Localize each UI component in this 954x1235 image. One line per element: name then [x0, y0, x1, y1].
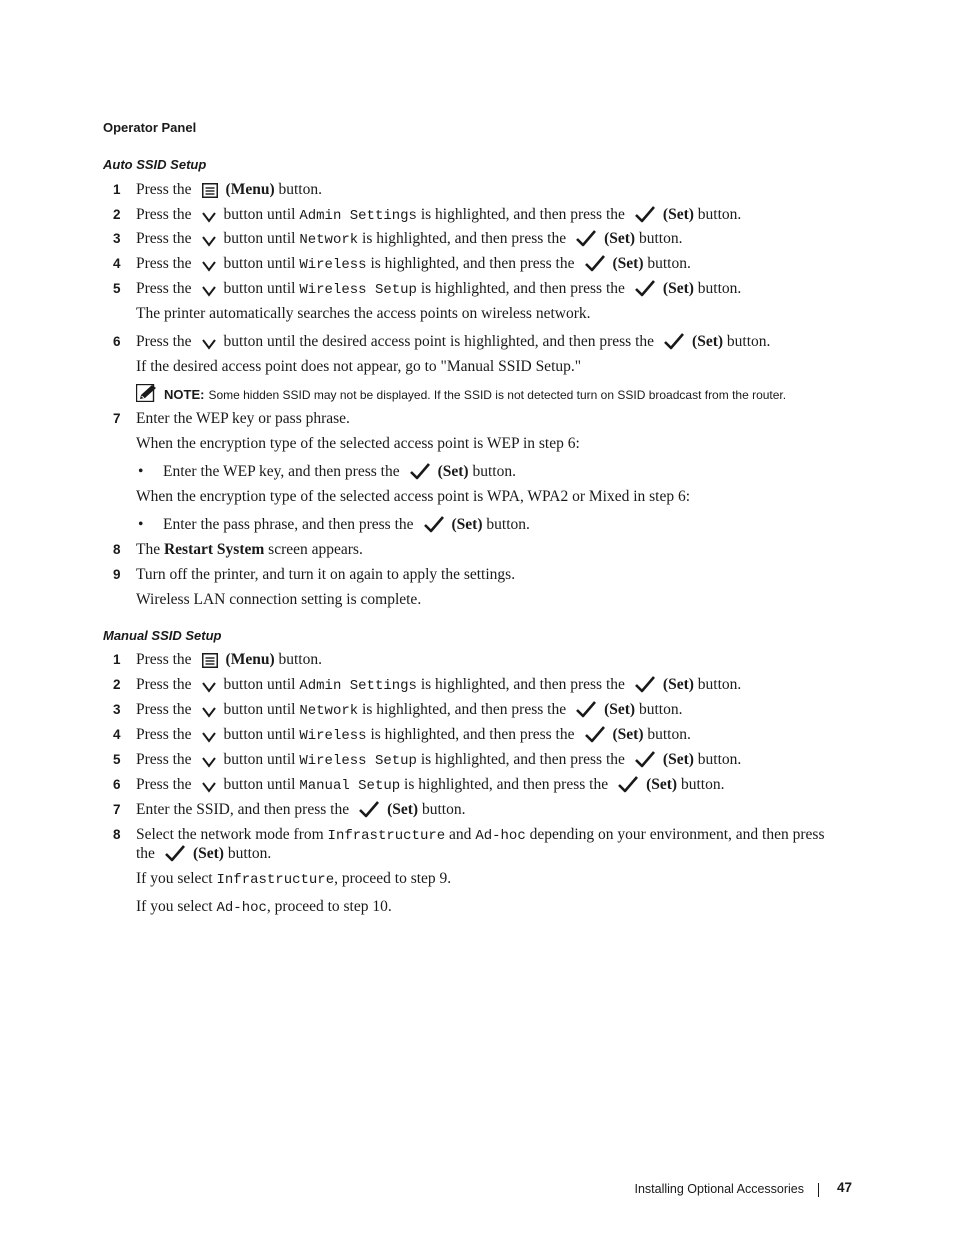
check-icon — [618, 776, 638, 800]
check-icon — [635, 751, 655, 775]
footer-separator — [818, 1183, 819, 1197]
check-icon — [424, 516, 444, 540]
menu-icon — [202, 653, 218, 675]
menu-icon — [202, 183, 218, 205]
down-arrow-icon — [202, 257, 216, 279]
down-arrow-icon — [202, 778, 216, 800]
section-title: Operator Panel — [103, 120, 197, 135]
note-pencil-icon — [136, 384, 158, 407]
check-icon — [585, 255, 605, 279]
check-icon — [635, 206, 655, 230]
check-icon — [165, 845, 185, 869]
down-arrow-icon — [202, 232, 216, 254]
down-arrow-icon — [202, 335, 216, 357]
manual-ssid-heading: Manual SSID Setup — [103, 628, 222, 643]
check-icon — [585, 726, 605, 750]
down-arrow-icon — [202, 728, 216, 750]
auto-ssid-heading: Auto SSID Setup — [103, 157, 207, 172]
down-arrow-icon — [202, 208, 216, 230]
check-icon — [410, 463, 430, 487]
check-icon — [635, 676, 655, 700]
check-icon — [359, 801, 379, 825]
note-box: NOTE: Some hidden SSID may not be displayed. If the SSID is not detected turn on SSID broadcast from the router. — [136, 384, 786, 404]
page-footer — [0, 1180, 954, 1200]
footer-title: Installing Optional Accessories — [634, 1182, 804, 1196]
down-arrow-icon — [202, 282, 216, 304]
document-page: Operator Panel Auto SSID Setup 1 Press the (Menu) button. 2 Press the button until Admin Settings is highlighted, and then press the (Set) button. 3 Press the button until Network is highlighted, and then press the (Set) button. 4 Press the button until Wireless is highlighted, and then press the (Set) button. 5 Press the button until Wireless Setup is highlighted, and then press the (Set) button. The printer automatically searches the access points on wireless network. 6 Press the button until the desired access point is highlighted, and then press the (Set) button. If the desired access point does not appear, go to "Manual SSID Setup." NOTE: Some hidden SSID may not be displayed. If the SSID is not detected turn on SSID broadcast from the router. 7 Enter the WEP key or pass phrase. When the encryption type of the selected access point is WEP in step 6: • Enter the WEP key, and then press the (Set) button. When the encryption type of the selected access point is WPA, WPA2 or Mixed in step 6: • Enter the pass phrase, and then press the (Set) button. 8 The Restart System screen appears. 9 Turn off the printer, and turn it on again to apply the settings. Wireless LAN connection setting is complete. Manual SSID Setup 1 Press the (Menu) button. 2 Press the button until Admin Settings is highlighted, and then press the (Set) button. 3 Press the button until Network is highlighted, and then press the (Set) button. 4 Press the button until Wireless is highlighted, and then press the (Set) button. 5 Press the button until Wireless Setup is highlighted, and then press the (Set) button. 6 Press the button until Manual Setup is highlighted, and then press the (Set) button. 7 Enter the SSID, and then press the (Set) button. 8 Select the network mode from Infrastructure and Ad-hoc depending on your environment, and then press the (Set) button. If you select Infrastructure, proceed to step 9. If you select Ad-hoc, proceed to step 10. Installing Optional Accessories 47 — [0, 0, 954, 1235]
down-arrow-icon — [202, 678, 216, 700]
down-arrow-icon — [202, 753, 216, 775]
check-icon — [664, 333, 684, 357]
page-number: 47 — [837, 1180, 853, 1195]
check-icon — [576, 701, 596, 725]
down-arrow-icon — [202, 703, 216, 725]
check-icon — [576, 230, 596, 254]
check-icon — [635, 280, 655, 304]
